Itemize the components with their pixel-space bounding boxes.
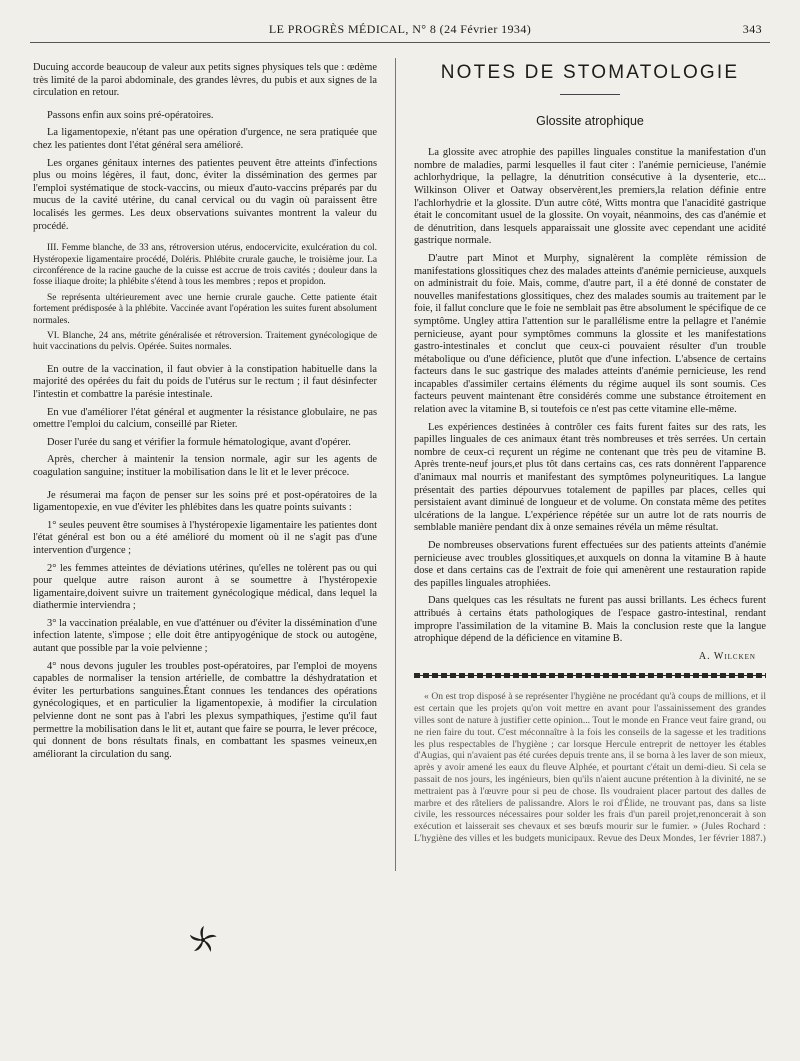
paragraph: La ligamentopexie, n'étant pas une opération d'urgence, ne sera pratiquée que chez les patientes dont l'état général sera amélioré. (33, 127, 377, 151)
list-item: 1° seules peuvent être soumises à l'hystéropexie ligamentaire les patientes dont l'état général est bon ou a été amélioré du moment où il ne s'agit pas d'une intervention d'urgence ; (33, 519, 377, 556)
journal-issue: LE PROGRÈS MÉDICAL, N° 8 (24 Février 1934) (268, 22, 532, 36)
paragraph: Dans quelques cas les résultats ne furent pas aussi brillants. Les échecs furent attribués à certains états pathologiques de l'espace gastro-intestinal, rendant impropre l'assimilation de la vitamine B. Mais la conclusion reste que la langue atrophique dépend de la déficience en vitamine B. (414, 595, 766, 645)
paragraph: Les organes génitaux internes des patientes peuvent être atteints d'infections plus ou moins légères, il faut, donc, éviter la dissémination des germes par l'emploi systématique de stock-vaccins, ou mieux d'auto-vaccins préparés par du mucus de la cavité utérine, du canal cervical ou du vagin où paraissent être localisés les germes. Les deux observations suivantes montrent la valeur du procédé. (33, 157, 377, 232)
observation-paragraph: III. Femme blanche, de 33 ans, rétroversion utérus, endocervicite, exulcération du col. Hystéropexie ligamentaire procédé, Doléris. Phlébite crurale gauche, le troisième jour. La circonférence de la racine gauche de la cuisse est accrue de trois cavités ; douleur dans la fosse iliaque droite; la phlébite s'étend à tous les membres ; repos et propidon. (33, 243, 377, 288)
paragraph: Doser l'urée du sang et vérifier la formule hématologique, avant d'opérer. (47, 436, 351, 448)
paragraph: Après, chercher à maintenir la tension normale, agir sur les agents de coagulation sanguine; instituer la mobilisation dans le lit et le lever précoce. (33, 454, 377, 478)
paragraph: Les expériences destinées à contrôler ces faits furent faites sur des rats, les papilles linguales de ces animaux étant très nombreuses et très serrées. Un certain nombre de ceux-ci reçurent un régime ne contenant que très peu de vitamine B. Après trente-neuf jours,et plus tôt dans certains cas, ces rats donnèrent l'apparence d'animaux mal nourris et manifestant des symptômes polyneuritiques. La langue présentait des parties dépourvues totalement de papilles par places, celles qui persistaient avant diminué de longueur et de volume. On constata même des petites ulcérations de la langue. L'expérience répétée sur un autre lot de rats nourris de semblable manière pendant dix à onze semaines révéla un même résultat. (414, 421, 766, 534)
observation-paragraph: Se représenta ultérieurement avec une hernie crurale gauche. Cette patiente était fortement prédisposée à la phlébite. Vaccinée avant l'opération les suites furent absolument normales. (33, 292, 377, 326)
section-title: NOTES DE STOMATOLOGIE (440, 62, 740, 83)
right-column (414, 55, 766, 850)
observation-paragraph: VI. Blanche, 24 ans, métrite généralisée et rétroversion. Traitement gynécologique de huit vaccinations du pelvis. Opérée. Suites normales. (33, 330, 377, 353)
paragraph: En vue d'améliorer l'état général et augmenter la résistance globulaire, ne pas omettre l'emploi du calcium, conseillé par Rieter. (33, 406, 377, 431)
quotation-text: « On est trop disposé à se représenter l'hygiène ne procédant qu'à coups de millions, et il est certain que les projets qu'on voit mettre en avant pour l'assainissement des grandes villes sont de nature à justifier cette opinion... Tout le monde en France veut faire grand, ou ne rien faire du tout. C'est méconnaître à la fois les conseils de la sagesse et les traditions les plus respectables de l'hygiène ; car lorsque Hercule entreprit de nettoyer les étables d'Augias, qui n'avaient pas été curées depuis trente ans, il se borna à les laver de son mieux, après y avoir amené les eaux du fleuve Alphée, et pourtant c'était un demi-dieu. Si cela se passait de nos jours, les ingénieurs, bien qu'ils n'aient aucune prétention à la divinité, ne se mettraient pas à l'œuvre pour si peu de chose. Ils voudraient placer partout des dalles de marbre et des râteliers de palissandre. Alors le roi d'Élide, ne trouvant pas, dans sa liste civile, les ressources nécessaires pour solder les frais d'un pareil projet,renoncerait à son exécution et laisserait ses chevaux et ses bœufs mourir sur le fumier. » (Jules Rochard : L'hygiène des villes et les budgets municipaux. Revue des Deux Mondes, 1er février 1887.) (414, 691, 766, 844)
column-divider (395, 58, 396, 871)
header-rule (30, 42, 770, 43)
author-signature: A. Wilcken (698, 650, 756, 662)
paragraph: Passons enfin aux soins pré-opératoires. (47, 109, 214, 121)
page-number: 343 (742, 22, 762, 36)
left-column (33, 62, 377, 766)
paragraph: De nombreuses observations furent effectuées sur des patients atteints d'anémie pernicieuse avec troubles glossitiques,et auxquels on donna la vitamine B à haute dose et dans certains cas de l'extrait de foie qui amenèrent une restauration rapide des papilles linguales atrophiées. (414, 540, 766, 589)
article-title: Glossite atrophique (536, 113, 644, 128)
list-item: 3° la vaccination préalable, en vue d'atténuer ou d'éviter la dissémination d'une infection latente, s'impose ; elle doit être antipyogénique de stock ou autogène, autant que possible par la voie pelvienne ; (33, 617, 377, 655)
paragraph: Je résumerai ma façon de penser sur les soins pré et post-opératoires de la ligamentopexie, en vue d'éviter les phlébites dans les quatre points suivants : (33, 489, 377, 514)
ornamental-divider (414, 671, 766, 681)
list-item: 2° les femmes atteintes de déviations utérines, qu'elles ne tolèrent pas ou qui pour quelque autre raison auront à se soumettre à l'hystéropexie ligamentaire,doivent suivre un traitement gynécologique médical, dans lequel la diathermie interviendra ; (33, 562, 377, 612)
list-item: 4° nous devons juguler les troubles post-opératoires, par l'emploi de moyens capables de normaliser la tension artérielle, de combattre la déshydratation et éviter les perturbations sanguines.Étant connues les tendances des opérations gynécologiques, et en particulier la ligamentopexie, à modifier la circulation pelvienne dont ne sont pas à l'abri les plexus sympathiques, j'estime qu'il faut permettre la mobilisation dans le lit et, autant que faire se pourra, le lever précoce, qui donnent de bons résultats finals, en combattant les spasmes veineux,en améliorant la circulation du sang. (33, 660, 377, 760)
paragraph: En outre de la vaccination, il faut obvier à la constipation habituelle dans la majorité des opérées du fait du poids de l'utérus sur le rectum ; il faut désinfecter l'intestin et combattre la parésie intestinale. (33, 363, 377, 400)
paragraph: D'autre part Minot et Murphy, signalèrent la complète rémission de manifestations glossitiques chez des malades atteints d'anémie pernicieuse, auxquels on administrait du foie. Mais, comme, d'autre part, il a été donné de constater de nouvelles manifestations glossitiques, chez des malades soumis au traitement par le foie, il fallut conclure que le foie ne semblait pas être absolument le spécifique de ce symptôme. Ungley attira l'attention sur le parallélisme entre la pellagre et l'anémie pernicieuse, ayant pour symptômes communs la glossite et les manifestations gastro-intestinales et conclut que ceux-ci pouvaient résulter d'un trouble métabolique ou d'une déficience, plutôt que d'une infection. L'absence de certains facteurs dans le suc gastrique des malades atteints d'anémie pernicieuse, les rend incapables d'assimiler certains éléments du régime auquel ils sont soumis. Ces facteurs peuvent maintenant être considérés comme une substance étroitement en relation avec la vitamine B, si toutefois ce n'est pas cette vitamine elle-même. (414, 252, 766, 416)
quotation-block (414, 691, 766, 844)
running-header (30, 22, 770, 42)
paragraph: Ducuing accorde beaucoup de valeur aux petits signes physiques tels que : œdème très limité de la paroi abdominale, des grandes lèvres, du pubis et aux signes de la circulation en retour. (33, 62, 377, 99)
title-rule (560, 94, 620, 95)
paragraph: La glossite avec atrophie des papilles linguales constitue la manifestation d'un nombre de maladies, parmi lesquelles il faut citer : l'anémie pernicieuse, l'anémie achlorhydrique, la pellagre, la dénutrition consécutive à la dysenterie, etc... Wilkinson Oliver et Oatway observèrent,les premiers,la relation définie entre l'achlorhydrie et la glossite. D'un autre côté, Witts montra que l'anacidité gastrique était le concomitant usuel de la glossite. On voyait, néanmoins, des cas d'anémie et de dénutrition, dans lesquels apparaissait une glossite avec cependant une acidité gastrique normale. (414, 147, 766, 247)
pinwheel-fleuron-icon (186, 923, 220, 957)
